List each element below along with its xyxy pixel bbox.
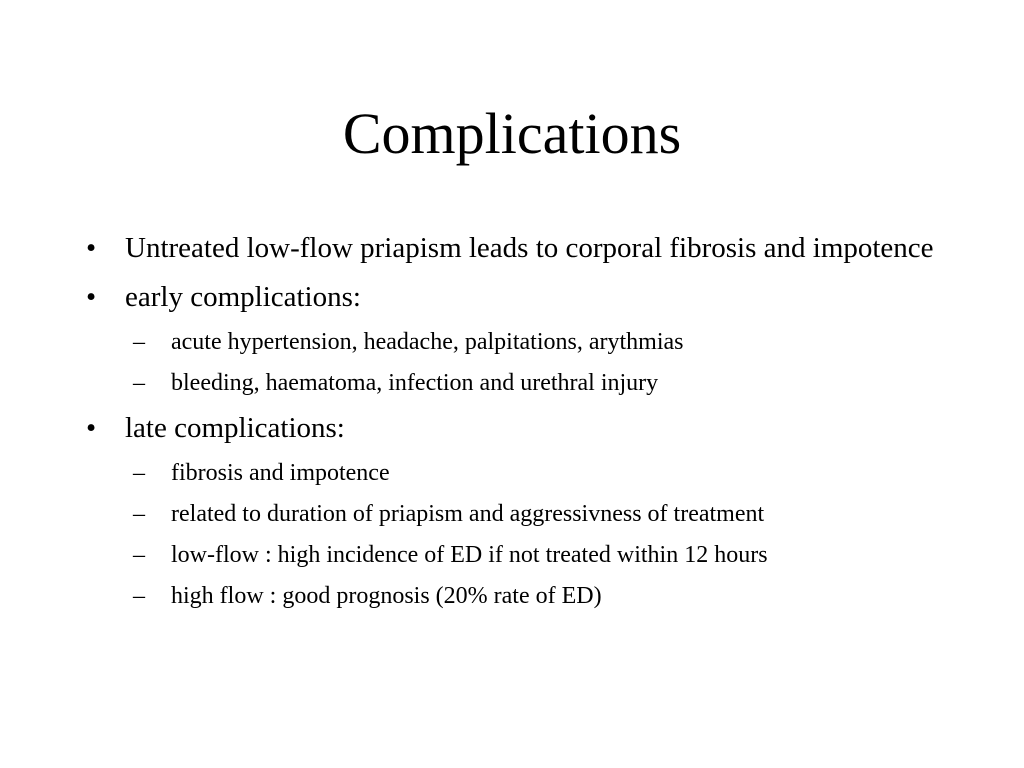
bullet-item — [80, 228, 950, 269]
dash-icon: – — [133, 501, 145, 527]
sub-bullet-text: fibrosis and impotence — [171, 460, 390, 486]
sub-bullet-item — [80, 539, 950, 572]
bullet-icon: • — [86, 281, 97, 313]
bullet-list — [80, 228, 950, 621]
sub-bullet-text: acute hypertension, headache, palpitations, arythmias — [171, 329, 684, 355]
bullet-item — [80, 277, 950, 318]
bullet-icon: • — [86, 412, 97, 444]
bullet-item — [80, 408, 950, 449]
dash-icon: – — [133, 329, 145, 355]
bullet-text: late complications: — [125, 412, 345, 444]
sub-bullet-item — [80, 580, 950, 613]
sub-bullet-text: low-flow : high incidence of ED if not treated within 12 hours — [171, 542, 768, 568]
sub-bullet-item — [80, 367, 950, 400]
bullet-text: Untreated low-flow priapism leads to corporal fibrosis and impotence — [125, 232, 934, 264]
dash-icon: – — [133, 370, 145, 396]
sub-bullet-item — [80, 457, 950, 490]
sub-bullet-text: high flow : good prognosis (20% rate of ED) — [171, 583, 602, 609]
bullet-icon: • — [86, 232, 97, 264]
bullet-text: early complications: — [125, 281, 361, 313]
dash-icon: – — [133, 583, 145, 609]
sub-bullet-text: bleeding, haematoma, infection and urethral injury — [171, 370, 659, 396]
dash-icon: – — [133, 460, 145, 486]
dash-icon: – — [133, 542, 145, 568]
slide-title: Complications — [342, 101, 682, 166]
sub-bullet-text: related to duration of priapism and aggressivness of treatment — [171, 501, 765, 527]
sub-bullet-item — [80, 326, 950, 359]
sub-bullet-item — [80, 498, 950, 531]
